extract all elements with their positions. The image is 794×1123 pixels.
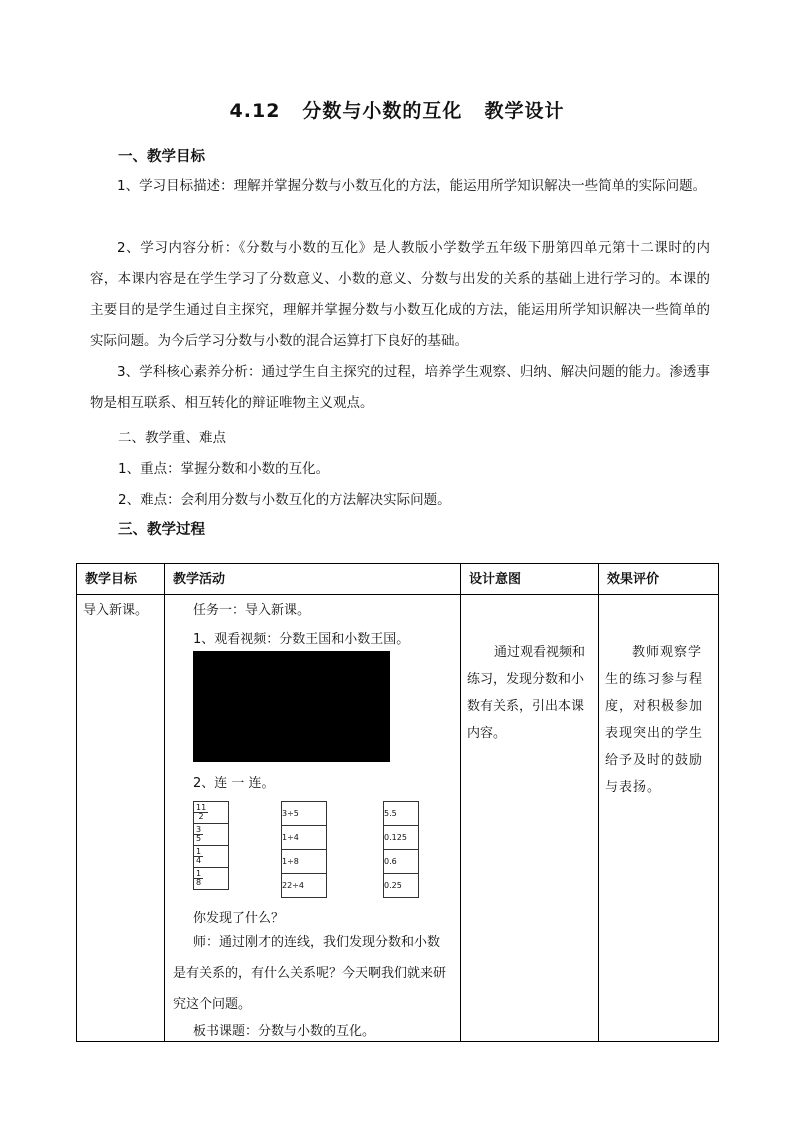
objective-2: 2、学习内容分析：《分数与小数的互化》是人教版小学数学五年级下册第四单元第十二课时的内容，本课内容是在学生学习了分数意义、小数的意义、分数与出发的关系的基础上进行学习的。本课的主要目的是学生通过自主探究，理解并掌握分数与小数互化成的方法，能运用所学知识解决一些简单的实际问题。为今后学习分数与小数的混合运算打下良好的基础。 bbox=[90, 240, 710, 349]
lesson-code: 4.12 bbox=[229, 100, 281, 122]
fraction-card[interactable]: $\frac{1}{8}$ bbox=[194, 868, 229, 890]
lesson-suffix: 教学设计 bbox=[484, 100, 565, 122]
page-title bbox=[0, 96, 794, 123]
board-title: 板书课题：分数与小数的互化。 bbox=[193, 1024, 376, 1039]
table-header-row bbox=[77, 564, 719, 595]
division-card[interactable]: 1÷8 bbox=[282, 850, 327, 874]
header-evaluation: 效果评价 bbox=[599, 564, 719, 595]
discovery-question: 你发现了什么？ bbox=[193, 911, 285, 926]
fraction-card[interactable]: $\frac{1}{4}$ bbox=[194, 846, 229, 868]
header-goal: 教学目标 bbox=[77, 564, 165, 595]
key-points-heading: 二、教学重、难点 bbox=[118, 430, 226, 446]
video-player[interactable] bbox=[193, 651, 390, 762]
objective-1: 1、学习目标描述：理解并掌握分数与小数互化的方法，能运用所学知识解决一些简单的实际问题。 bbox=[117, 178, 707, 194]
fraction-card[interactable]: $\frac{3}{5}$ bbox=[194, 824, 229, 846]
decimal-card[interactable]: 0.25 bbox=[384, 874, 419, 898]
objectives-heading: 一、教学目标 bbox=[118, 149, 205, 165]
division-card[interactable]: 22÷4 bbox=[282, 874, 327, 898]
row-evaluation: 教师观察学生的练习参与程度，对积极参加表现突出的学生给予及时的鼓励与表扬。 bbox=[599, 595, 719, 1042]
decimal-column bbox=[383, 801, 419, 898]
fraction-card[interactable]: $\frac{11}{2}$ bbox=[194, 802, 229, 824]
step-match: 2、连 一 连。 bbox=[193, 776, 275, 791]
decimal-card[interactable]: 5.5 bbox=[384, 802, 419, 826]
row-intent: 通过观看视频和练习，发现分数和小数有关系，引出本课内容。 bbox=[461, 595, 599, 1042]
objective-3: 3、学科核心素养分析：通过学生自主探究的过程，培养学生观察、归纳、解决问题的能力。渗透事物是相互联系、相互转化的辩证唯物主义观点。 bbox=[90, 364, 710, 411]
row-goal: 导入新课。 bbox=[77, 595, 165, 1042]
division-card[interactable]: 3÷5 bbox=[282, 802, 327, 826]
lesson-name: 分数与小数的互化 bbox=[302, 100, 463, 122]
key-point-2: 2、难点：会利用分数与小数互化的方法解决实际问题。 bbox=[118, 492, 451, 508]
teacher-remark: 师：通过刚才的连线，我们发现分数和小数是有关系的，有什么关系呢？今天啊我们就来研究这个问题。 bbox=[173, 935, 447, 1012]
division-card[interactable]: 1÷4 bbox=[282, 826, 327, 850]
key-point-1: 1、重点：掌握分数和小数的互化。 bbox=[118, 461, 330, 477]
decimal-card[interactable]: 0.6 bbox=[384, 850, 419, 874]
process-table bbox=[76, 563, 719, 1042]
division-column bbox=[281, 801, 327, 898]
header-intent: 设计意图 bbox=[461, 564, 599, 595]
decimal-card[interactable]: 0.125 bbox=[384, 826, 419, 850]
step-watch-video: 1、观看视频：分数王国和小数王国。 bbox=[193, 632, 410, 647]
fraction-column bbox=[193, 801, 229, 890]
header-activity: 教学活动 bbox=[165, 564, 461, 595]
task-title: 任务一：导入新课。 bbox=[193, 603, 311, 618]
table-row bbox=[77, 595, 719, 1042]
process-heading: 三、教学过程 bbox=[118, 522, 205, 538]
row-activity bbox=[165, 595, 461, 1042]
